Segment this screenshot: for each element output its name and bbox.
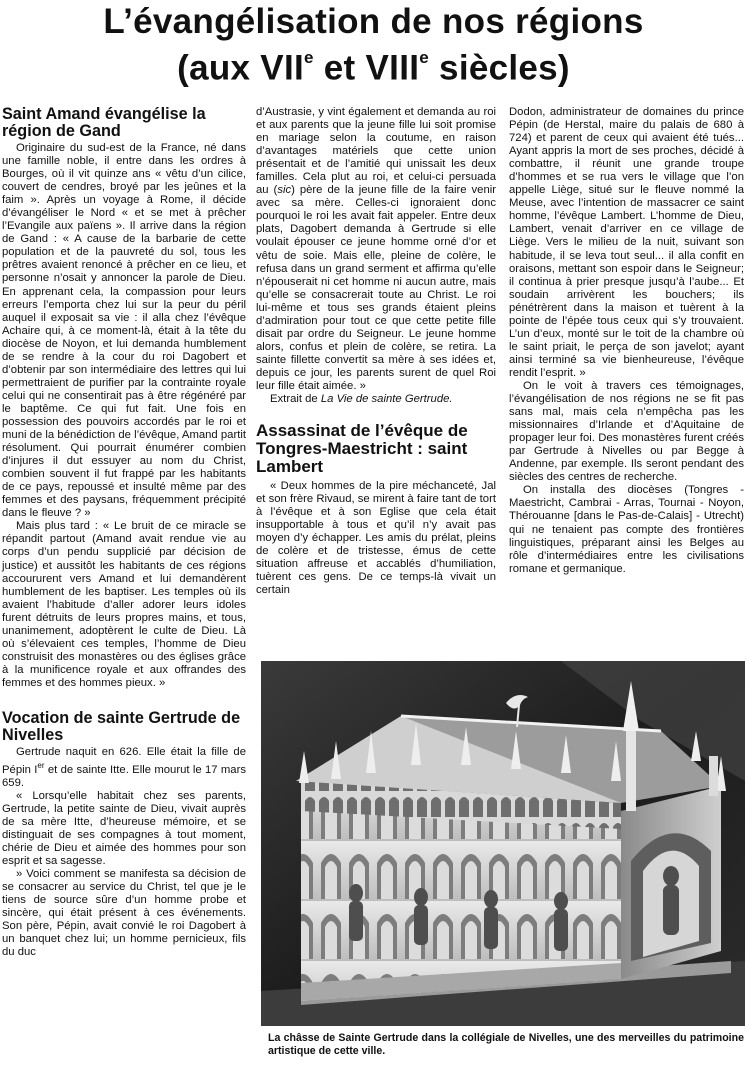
paragraph: On le voit à travers ces témoignages, l’évangélisation de nos régions ne se fit pas sans mal, mais cela n’empêcha pas les missionnaires d’Irlande et d’Aquitaine de propager leur foi. Des monastères furent créés par Gertrude à Nivelles ou par Begge à Andenne, par exemple. Ils seront pendant des siècles des centres de recherche. [509,379,744,484]
article-title [0,2,747,89]
paragraph: d’Austrasie, y vint également et demanda au roi et aux parents que la jeune fille lui soit promise en mariage selon la coutume, en raison d’avantages matériels que cette union présentait et de l’amitié qui unissait les deux familles. Cela plut au roi, et celui-ci persuada au (sic) père de la jeune fille de la faire venir avec sa mère. Celles-ci ignoraient donc pourquoi le roi les avait fait appeler. Entre deux plats, Dagobert demanda à Gertrude si elle voulait épouser ce jeune homme orné d’or et vêtu de soie. Mais elle, pleine de colère, le refusa dans un grand serment et affirma qu’elle n’épouserait ni cet homme ni aucun autre, mais qu’elle se consacrerait toute au Christ. Le roi lui-même et tous ses grands étaient pleins d’admiration pour tout ce que cette petite fille disait par ordre du Seigneur. Le jeune homme alors, confus et plein de colère, se retira. La sainte fillette convertit sa mère à ses idées et, depuis ce jour, les parents surent de quel Roi leur fille était aimée. » [256,106,497,392]
paragraph: « Lorsqu’elle habitait chez ses parents, Gertrude, la petite sainte de Dieu, vivait auprès de sa mère Itte, d’heureuse mémoire, et se distinguait de ses compagnes à tout moment, chérie de Dieu et aimée des hommes pour son esprit et sa sagesse. [2,789,246,868]
photo-caption: La châsse de Sainte Gertrude dans la collégiale de Nivelles, une des merveilles du patrimoine artistique de cette ville. [268,1032,744,1057]
paragraph: Dodon, administrateur de domaines du prince Pépin (de Herstal, maire du palais de 680 à 724) et parent de ceux qui avaient été tués... Ayant appris la mort de ses proches, décidé à combattre, il réunit une grande troupe d’hommes et se rua vers le village que l’on appelle Liège, situé sur le fleuve nommé la Meuse, avec l’intention de massacrer ce saint homme, l’évêque Lambert. L’homme de Dieu, Lambert, venait d’arriver en ce village de Liège. Vers le milieu de la nuit, suivant son habitude, il se leva tout seul... il alla confit en oraisons, mettant son espoir dans le Seigneur; il continua à prier presque jusqu’à l’aube... Et soudain arrivèrent les bouchers; ils pénétrèrent dans la maison et tuèrent à la pointe de l’épée tous ceux qui s’y trouvaient. L’un d’eux, monté sur le toit de la chambre où le saint priait, le perça de son javelot; ayant ainsi terminé sa vie bienheureuse, l’évêque rendit l’esprit. » [509,106,744,379]
title-line-2: (aux VIIe et VIIIe siècles) [177,48,570,88]
column-1 [2,106,246,959]
paragraph: Mais plus tard : « Le bruit de ce miracle se répandit partout (Amand avait rendue vie au corps d’un pendu supplicié par décision de justice) et aussitôt les habitants de ces régions accoururent vers Amand et lui demandèrent humblement de les baptiser. Les temples où ils avaient l’habitude d’aller adorer leurs idoles furent détruits de leurs propres mains, et tous, unanimement, adoptèrent le culte de Dieu. Là où s’élevaient ces temples, l’homme de Dieu construisit des monastères ou des églises grâce à la munificence royale et aux offrandes des femmes et des hommes pieux. » [2,520,246,689]
title-line-1: L’évangélisation de nos régions [103,2,644,41]
section-heading-saint-lambert: Assassinat de l’évêque de Tongres-Maestricht : saint Lambert [256,421,468,477]
paragraph: Gertrude naquit en 626. Elle était la fille de Pépin Ier et de sainte Itte. Elle mourut le 17 mars 659. [2,745,246,789]
reliquary-photo [261,661,745,1026]
paragraph: On installa des diocèses (Tongres - Maestricht, Cambrai - Arras, Tournai - Noyon, Thérouanne [dans le Pas-de-Calais] - Utrecht) qui ne tenaient pas compte des frontières linguistiques, préparant ainsi les Belges au rôle d’intermédiaires entre les civilisations romane et germanique. [509,484,744,575]
shrine-illustration [261,661,745,1026]
source-citation: Extrait de La Vie de sainte Gertrude. [270,393,453,406]
section-heading-gertrude: Vocation de sainte Gertrude de Nivelles [2,708,241,744]
paragraph: « Deux hommes de la pire méchanceté, Jal et son frère Rivaud, se mirent à faire tant de tort à l’évêque et à son Eglise que cela était insupportable à tous et qu’il n’y avait pas moyen d’y échapper. Les amis du prélat, pleins de colère et de tristesse, émus de cette situation affreuse et accablés d’humiliation, tuèrent ces gens. De ce temps-là vivait un certain [256,480,496,597]
column-2 [256,106,496,598]
section-heading-saint-amand: Saint Amand évangélise la région de Gand [2,105,206,140]
paragraph: Originaire du sud-est de la France, né dans une famille noble, il entre dans les ordres à Bourges, où il vit quinze ans « vêtu d’un cilice, couvert de cendres, broyé par les jeûnes et la faim ». Après un voyage à Rome, il décide d’évangéliser le Nord « et se met à prêcher l’Evangile aux païens ». Il arrive dans la région de Gand : « A cause de la barbarie de cette population et de la pauvreté du sol, tous les prêtres avaient renoncé à prêcher en ce lieu, et personne n’osait y annoncer la parole de Dieu. En apprenant cela, la compassion pour leurs erreurs l’emporta chez lui sur la peur du péril auquel il exposait sa vie : il alla chez l’évêque Achaire qui, à ce moment-là, était à la tête du diocèse de Noyon, et lui demanda humblement de se rendre à la cour du roi Dagobert et d’obtenir par son intermédiaire des lettres qui lui permettraient de purifier par la contrainte royale celui qui ne consentirait pas à être régénéré par le baptême. Ce qui fut fait. Une fois en possession des pouvoirs accordés par le roi et muni de la bénédiction de l’évêque, Amand partit résolument. Qui pourrait énumérer combien d’injures il dut essuyer au nom du Christ, combien souvent il fut frappé par les habitants de ce pays, repoussé et insulté même par des femmes et des paysans, fréquemment précipité dans le fleuve ? » [2,142,246,520]
column-3 [509,106,744,576]
paragraph: » Voici comment se manifesta sa décision de se consacrer au service du Christ, tel que je le tiens de source sûre d’un homme probe et sincère, qui était présent à ces événements. Son père, Pépin, avait convié le roi Dagobert à un banquet chez lui; un homme pernicieux, fils du duc [2,868,246,959]
